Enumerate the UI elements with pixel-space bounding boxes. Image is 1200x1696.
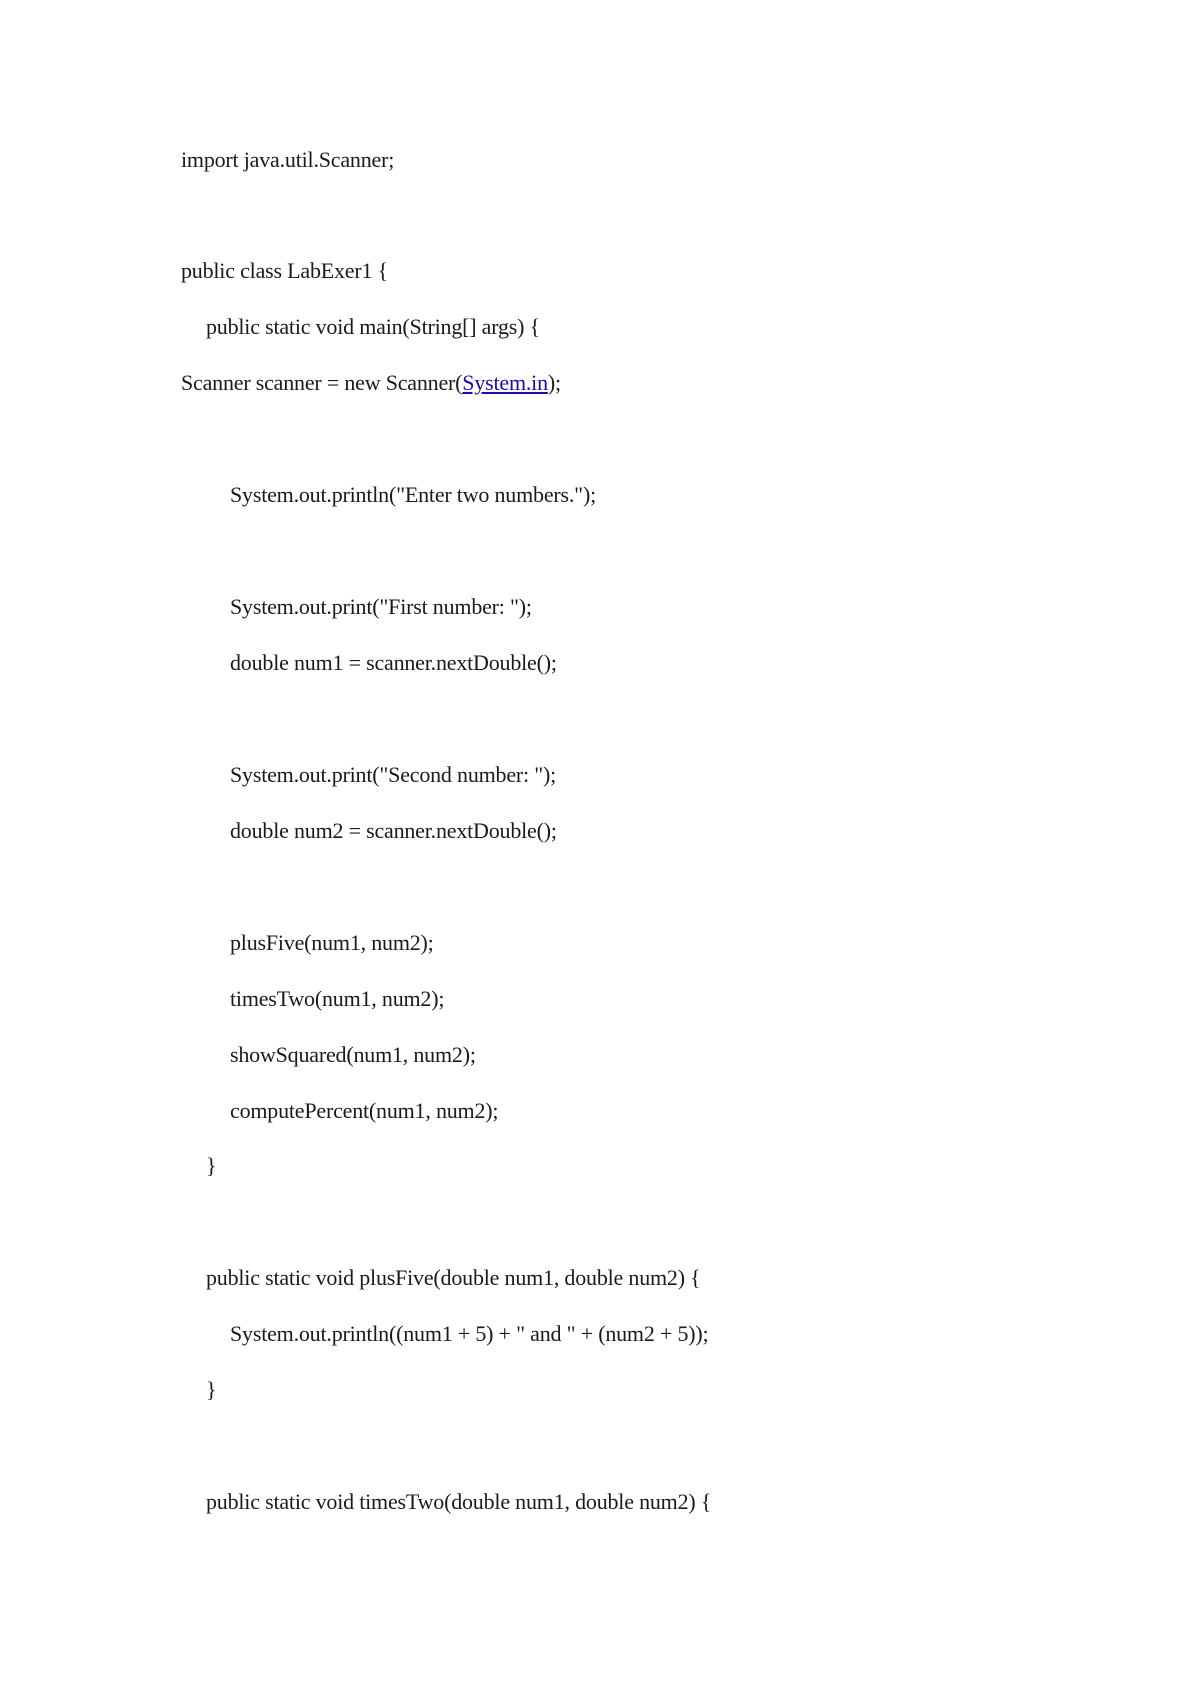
code-line-print-first: System.out.print("First number: "); <box>230 594 532 619</box>
code-line-close-plusfive: } <box>206 1377 217 1402</box>
code-line-call-showsquared: showSquared(num1, num2); <box>230 1042 476 1067</box>
code-line-close-main: } <box>206 1153 217 1178</box>
code-line-class-declaration: public class LabExer1 { <box>181 258 388 283</box>
code-line-timestwo-declaration: public static void timesTwo(double num1, double num2) { <box>206 1489 712 1514</box>
scanner-init-prefix: Scanner scanner = new Scanner( <box>181 370 463 395</box>
code-line-print-second: System.out.print("Second number: "); <box>230 762 557 787</box>
code-line-scanner-init <box>181 370 561 396</box>
code-line-call-computepercent: computePercent(num1, num2); <box>230 1098 499 1123</box>
system-in-link[interactable]: System.in <box>462 370 548 395</box>
code-line-plusfive-declaration: public static void plusFive(double num1, double num2) { <box>206 1265 701 1290</box>
code-line-read-num2: double num2 = scanner.nextDouble(); <box>230 818 557 843</box>
code-line-plusfive-println: System.out.println((num1 + 5) + " and " + (num2 + 5)); <box>230 1321 709 1346</box>
scanner-init-suffix: ); <box>547 370 561 395</box>
code-line-main-method: public static void main(String[] args) { <box>206 314 540 339</box>
code-line-read-num1: double num1 = scanner.nextDouble(); <box>230 650 557 675</box>
code-line-println-prompt: System.out.println("Enter two numbers."); <box>230 482 596 507</box>
code-line-call-plusfive: plusFive(num1, num2); <box>230 930 434 955</box>
code-line-call-timestwo: timesTwo(num1, num2); <box>230 986 445 1011</box>
code-line-import: import java.util.Scanner; <box>181 147 395 172</box>
